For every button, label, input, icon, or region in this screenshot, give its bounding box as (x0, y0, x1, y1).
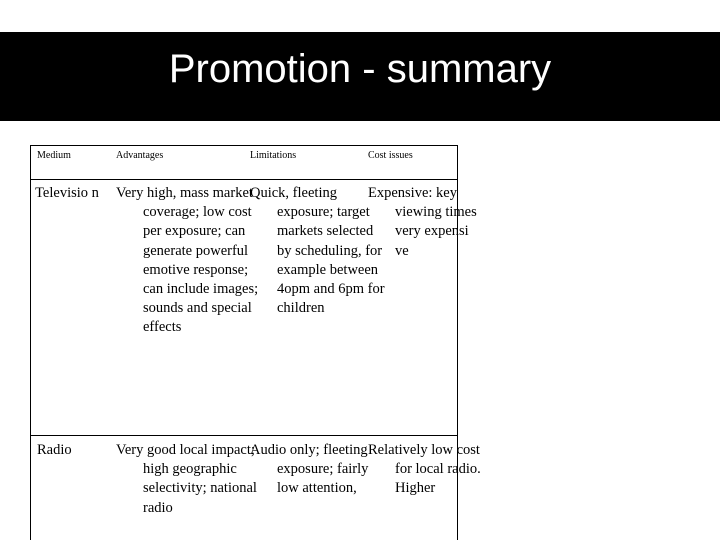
header-divider (30, 179, 458, 180)
header-medium: Medium (37, 150, 71, 161)
cell-advantages-radio: Very good local impact; high geographic selectivity; national radio (116, 442, 257, 516)
table-border-top (30, 145, 458, 146)
header-cost-issues: Cost issues (368, 150, 413, 161)
slide-title: Promotion - summary (168, 47, 552, 91)
header-advantages: Advantages (116, 150, 164, 161)
cell-cost-radio: Relatively low cost for local radio. Higher (368, 442, 481, 497)
cell-limitations-radio: Audio only; fleeting exposure; fairly low attention, (250, 442, 369, 497)
header-limitations: Limitations (250, 150, 297, 161)
cell-cost-television: Expensive: key viewing times very expensi ve (368, 185, 477, 259)
cell-limitations-television: Quick, fleeting exposure; target markets selected by scheduling, for example between 4opm and 6pm for children (250, 185, 385, 317)
cell-advantages-television: Very high, mass market coverage; low cost per exposure; can generate powerful emotive response; can include images; sounds and special effects (116, 185, 259, 336)
cell-medium-television: Televisio n (35, 185, 99, 201)
table-border-left (30, 145, 31, 540)
cell-medium-radio: Radio (37, 442, 72, 458)
row-divider (30, 435, 458, 436)
